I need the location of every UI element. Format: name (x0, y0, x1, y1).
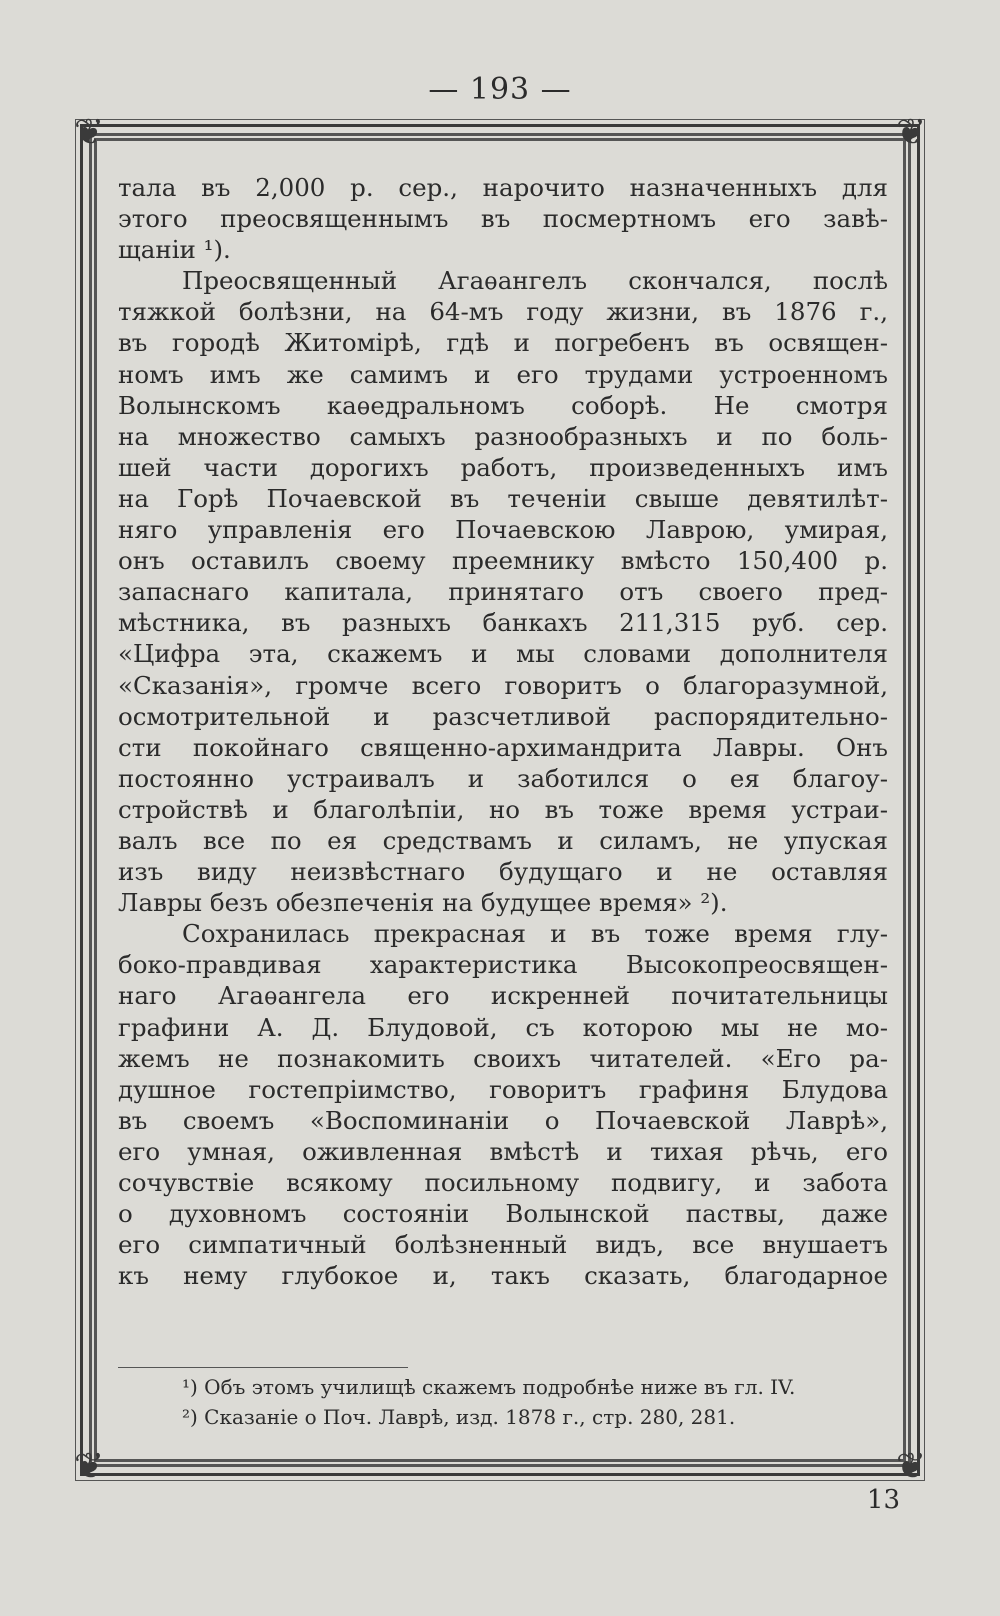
text-line: Лавры безъ обезпеченія на будущее время» ²). (118, 888, 728, 918)
text-line: осмотрительной и разсчетливой распорядительно- (118, 701, 888, 731)
text-line: онъ оставилъ своему преемнику вмѣсто 150,400 р. (118, 546, 888, 576)
text-line: номъ имъ же самимъ и его трудами устроенномъ (118, 359, 888, 389)
text-line: на Горѣ Почаевской въ теченіи свыше девятилѣт- (118, 483, 888, 513)
text-line: его симпатичный болѣзненный видъ, все внушаетъ (118, 1230, 888, 1260)
text-line: шей части дорогихъ работъ, произведенныхъ имъ (118, 452, 888, 482)
text-line: въ своемъ «Воспоминаніи о Почаевской Лаврѣ», (118, 1105, 888, 1135)
text-line: запаснаго капитала, принятаго отъ своего пред- (118, 577, 888, 607)
text-line: Преосвященный Агаѳангелъ скончался, послѣ (182, 266, 888, 296)
text-line: сти покойнаго священно-архимандрита Лавры. Онъ (118, 732, 888, 762)
footnote-1: ¹) Объ этомъ училищѣ скажемъ подробнѣе ниже въ гл. IV. (182, 1375, 796, 1399)
text-line: няго управленія его Почаевскою Лаврою, умирая, (118, 515, 888, 545)
text-line: щаніи ¹). (118, 235, 231, 265)
footnotes (182, 1372, 892, 1432)
text-line: валъ все по ея средствамъ и силамъ, не упуская (118, 825, 888, 855)
text-line: жемъ не познакомить своихъ читателей. «Его ра- (118, 1043, 888, 1073)
corner-ornament-icon: ❦ (73, 112, 105, 153)
text-line: тяжкой болѣзни, на 64-мъ году жизни, въ 1876 г., (118, 297, 888, 327)
text-line: боко-правдивая характеристика Высокопреосвящен- (118, 950, 888, 980)
corner-ornament-icon: ❦ (895, 1446, 927, 1487)
text-line: тала въ 2,000 р. сер., нарочито назначенныхъ для (118, 173, 888, 202)
text-line: графини А. Д. Блудовой, съ которою мы не мо- (118, 1012, 888, 1042)
text-line: Сохранилась прекрасная и въ тоже время глу- (182, 919, 888, 949)
text-line: въ городѣ Житомірѣ, гдѣ и погребенъ въ освящен- (118, 328, 888, 358)
body-text (118, 172, 888, 1291)
text-line: на множество самыхъ разнообразныхъ и по боль- (118, 421, 888, 451)
signature-mark: 13 (866, 1485, 900, 1515)
text-line: его умная, оживленная вмѣстѣ и тихая рѣчь, его (118, 1136, 888, 1166)
text-line: стройствѣ и благолѣпіи, но въ тоже время устраи- (118, 794, 888, 824)
text-line: этого преосвященнымъ въ посмертномъ его завѣ- (118, 204, 888, 234)
text-line: «Цифра эта, скажемъ и мы словами дополнителя (118, 639, 888, 669)
corner-ornament-icon: ❦ (895, 112, 927, 153)
footnote-divider (118, 1367, 408, 1368)
text-line: къ нему глубокое и, такъ сказать, благодарное (118, 1261, 888, 1291)
text-line: душное гостепріимство, говоритъ графиня Блудова (118, 1074, 888, 1104)
text-line: о духовномъ состояніи Волынской паствы, даже (118, 1199, 888, 1229)
text-line: Волынскомъ каѳедральномъ соборѣ. Не смотря (118, 390, 888, 420)
text-line: мѣстника, въ разныхъ банкахъ 211,315 руб. сер. (118, 608, 888, 638)
page-number: — 193 — (428, 72, 572, 107)
text-line: изъ виду неизвѣстнаго будущаго и не оставляя (118, 857, 888, 887)
corner-ornament-icon: ❦ (73, 1446, 105, 1487)
text-line: постоянно устраивалъ и заботился о ея благоу- (118, 763, 888, 793)
text-line: наго Агаѳангела его искренней почитательницы (118, 981, 888, 1011)
text-line: «Сказанія», громче всего говоритъ о благоразумной, (118, 670, 888, 700)
footnote-2: ²) Сказаніе о Поч. Лаврѣ, изд. 1878 г., стр. 280, 281. (182, 1405, 736, 1429)
text-line: сочувствіе всякому посильному подвигу, и забота (118, 1168, 888, 1197)
